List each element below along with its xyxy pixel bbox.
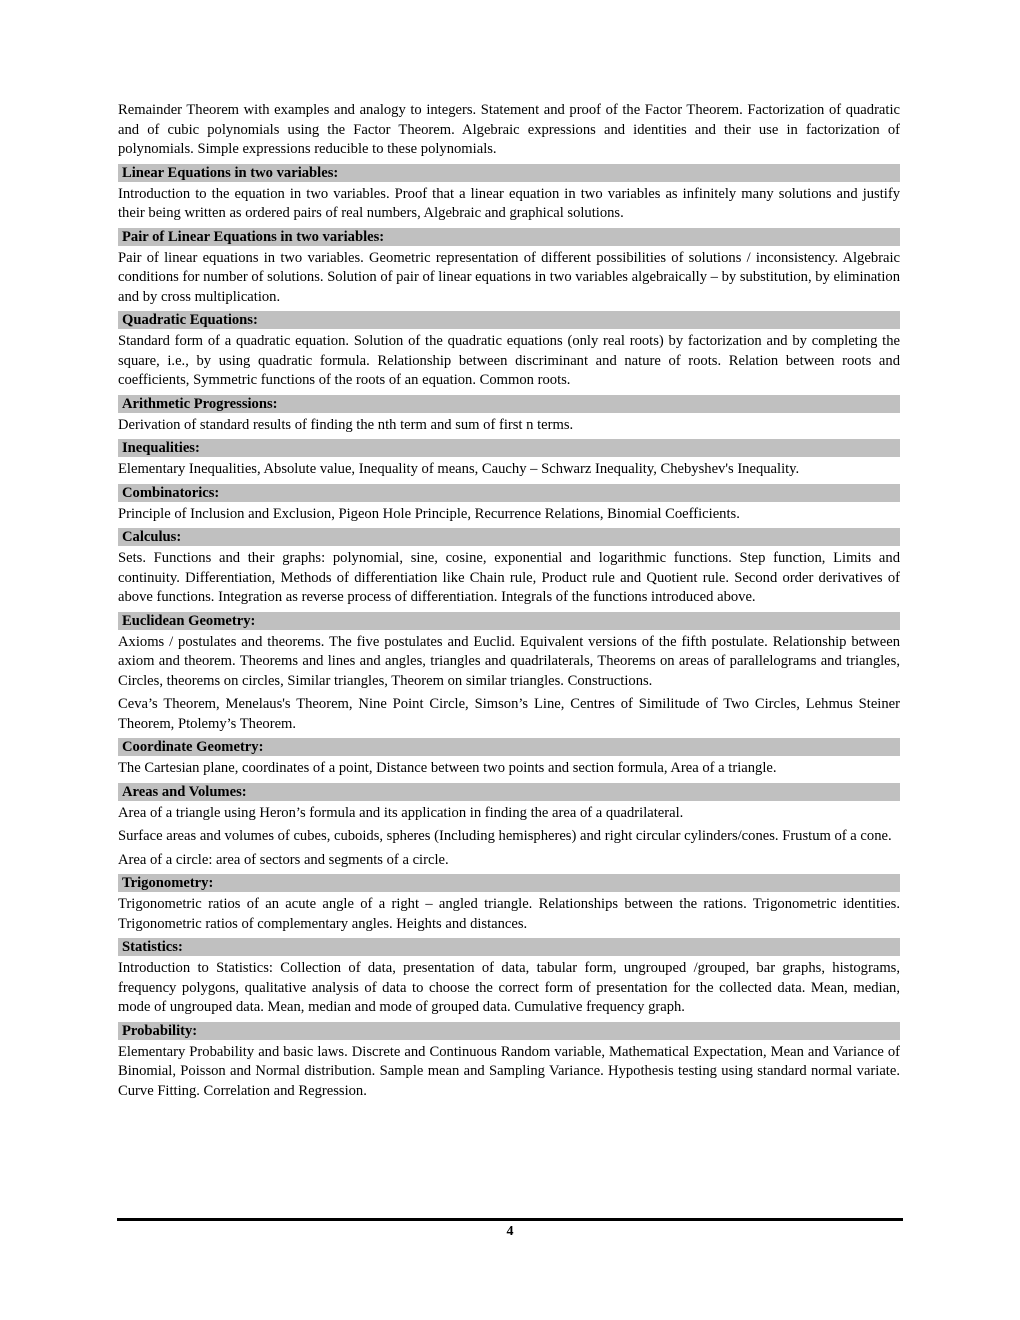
section-heading: Probability:: [118, 1022, 900, 1040]
syllabus-section: [118, 228, 900, 308]
section-paragraph: Surface areas and volumes of cubes, cuboids, spheres (Including hemispheres) and right circular cylinders/cones. Frustum of a cone.: [118, 828, 892, 844]
section-paragraph: Derivation of standard results of finding the nth term and sum of first n terms.: [118, 416, 574, 433]
section-paragraph: Trigonometric ratios of an acute angle of a right – angled triangle. Relationships between the rations. Trigonometric identities. Trigonometric ratios of complementary angles. Heights and distances.: [118, 896, 900, 932]
section-paragraph: Introduction to Statistics: Collection of data, presentation of data, tabular form, ungrouped /grouped, bar graphs, histograms, frequency polygons, qualitative analysis of data to choose the correct form of presentation for the collected data. Mean, median, mode of ungrouped data. Mean, median and mode of grouped data. Cumulative frequency graph.: [118, 960, 900, 1015]
section-paragraph: Pair of linear equations in two variables. Geometric representation of different possibilities of solutions / inconsistency. Algebraic conditions for number of solutions. Solution of pair of linear equations in two variables algebraically – by substitution, by elimination and by cross multiplication.: [118, 249, 900, 305]
syllabus-content: [118, 101, 900, 1105]
syllabus-section: [118, 528, 900, 608]
section-heading: Trigonometry:: [118, 874, 900, 892]
syllabus-section: [118, 395, 900, 436]
syllabus-section: [118, 311, 900, 391]
footer-rule: [117, 1218, 903, 1221]
section-paragraph: Elementary Inequalities, Absolute value, Inequality of means, Cauchy – Schwarz Inequality, Chebyshev's Inequality.: [118, 461, 800, 477]
section-paragraph: Axioms / postulates and theorems. The five postulates and Euclid. Equivalent versions of the fifth postulate. Relationship between axiom and theorem. Theorems and lines and angles, triangles and quadrilaterals, Theorems on areas of parallelograms and triangles, Circles, theorems on circles, Similar triangles, Theorem on similar triangles. Constructions.: [118, 633, 900, 689]
section-heading: Coordinate Geometry:: [118, 738, 900, 756]
section-heading: Inequalities:: [118, 439, 900, 457]
syllabus-section: [118, 612, 900, 735]
section-paragraph: Principle of Inclusion and Exclusion, Pigeon Hole Principle, Recurrence Relations, Binomial Coefficients.: [118, 505, 740, 522]
syllabus-section: [118, 164, 900, 224]
section-heading: Areas and Volumes:: [118, 783, 900, 801]
section-paragraph: The Cartesian plane, coordinates of a point, Distance between two points and section formula, Area of a triangle.: [118, 760, 777, 776]
section-paragraph: Elementary Probability and basic laws. Discrete and Continuous Random variable, Mathematical Expectation, Mean and Variance of Binomial, Poisson and Normal distribution. Sample mean and Sampling Variance. Hypothesis testing using standard normal variate. Curve Fitting. Correlation and Regression.: [118, 1043, 900, 1099]
syllabus-section: [118, 484, 900, 525]
syllabus-section: [118, 874, 900, 934]
syllabus-section: [118, 738, 900, 779]
section-heading: Arithmetic Progressions:: [118, 395, 900, 413]
section-heading: Linear Equations in two variables:: [118, 164, 900, 182]
syllabus-section: [118, 439, 900, 480]
section-paragraph: Standard form of a quadratic equation. Solution of the quadratic equations (only real roots) by factorization and by completing the square, i.e., by using quadratic formula. Relationship between discriminant and nature of roots. Relation between roots and coefficients, Symmetric functions of the roots of an equation. Common roots.: [118, 333, 900, 388]
section-heading: Statistics:: [118, 938, 900, 956]
syllabus-section: [118, 938, 900, 1018]
section-heading: Euclidean Geometry:: [118, 612, 900, 630]
section-heading: Combinatorics:: [118, 484, 900, 502]
syllabus-section: [118, 1022, 900, 1102]
section-paragraph: Area of a triangle using Heron’s formula and its application in finding the area of a quadrilateral.: [118, 804, 684, 821]
page-number: 4: [506, 1224, 514, 1239]
section-heading: Calculus:: [118, 528, 900, 546]
section-heading: Quadratic Equations:: [118, 311, 900, 329]
intro-paragraph: Remainder Theorem with examples and analogy to integers. Statement and proof of the Factor Theorem. Factorization of quadratic and of cubic polynomials using the Factor Theorem. Algebraic expressions and identities and their use in factorization of polynomials. Simple expressions reducible to these polynomials.: [118, 102, 900, 157]
syllabus-section: [118, 783, 900, 871]
section-heading: Pair of Linear Equations in two variables:: [118, 228, 900, 246]
section-paragraph: Sets. Functions and their graphs: polynomial, sine, cosine, exponential and logarithmic functions. Step function, Limits and continuity. Differentiation, Methods of differentiation like Chain rule, Product rule and Quotient rule. Second order derivatives of above functions. Integration as reverse process of differentiation. Integrals of the functions introduced above.: [118, 550, 900, 605]
section-paragraph: Area of a circle: area of sectors and segments of a circle.: [118, 851, 449, 868]
section-paragraph: Introduction to the equation in two variables. Proof that a linear equation in two variables as infinitely many solutions and justify their being written as ordered pairs of real numbers, Algebraic and graphical solutions.: [118, 185, 900, 221]
section-paragraph: Ceva’s Theorem, Menelaus's Theorem, Nine Point Circle, Simson’s Line, Centres of Similitude of Two Circles, Lehmus Steiner Theorem, Ptolemy’s Theorem.: [118, 696, 900, 732]
